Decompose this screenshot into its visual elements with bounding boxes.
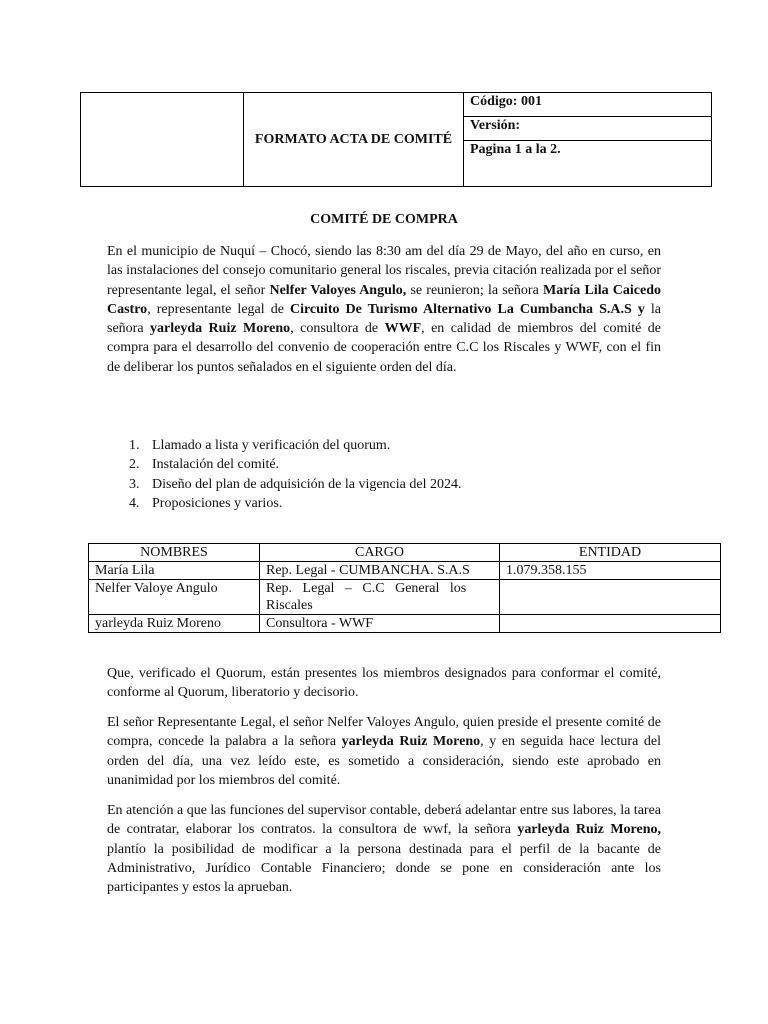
member-entidad: 1.079.358.155: [500, 562, 721, 580]
member-name: yarleyda Ruiz Moreno: [89, 615, 260, 633]
page-indicator: Pagina 1 a la 2.: [464, 141, 712, 187]
document-code: Código: 001: [464, 93, 712, 117]
agenda-text: Llamado a lista y verificación del quorum.: [152, 438, 391, 453]
intro-bold-legal-rep: Nelfer Valoyes Angulo,: [269, 282, 407, 298]
format-title: FORMATO ACTA DE COMITÉ: [244, 93, 464, 187]
intro-bold-circuito: Circuito De Turismo Alternativo La Cumbancha S.A.S y: [289, 301, 645, 317]
agenda-item: [107, 475, 661, 494]
attention-bold-yarleyda: yarleyda Ruiz Moreno,: [517, 822, 661, 838]
table-row: [89, 562, 721, 580]
intro-text-2: se reunieron; la señora: [406, 282, 543, 298]
table-row: [89, 580, 721, 615]
document-version: Versión:: [464, 117, 712, 141]
agenda-number: 1.: [129, 438, 140, 453]
intro-paragraph: [107, 242, 661, 377]
president-paragraph: [107, 713, 661, 790]
logo-placeholder-cell: [81, 93, 244, 187]
agenda-text: Instalación del comité.: [152, 457, 280, 473]
intro-text-4: la señora: [107, 301, 661, 337]
member-cargo-line-1: Rep. Legal – C.C General los: [266, 581, 467, 596]
member-name: María Lila: [89, 562, 260, 580]
president-text-1: El señor Representante Legal, el señor Nelfer Valoyes Angulo, quien preside el presente comité de compra, concede la palabra a la señora: [107, 715, 661, 750]
president-text-2: , y en seguida hace lectura del orden del día, una vez leído este, es sometido a consideración, siendo este aprobado en unanimidad por los miembros del comité.: [107, 734, 661, 788]
member-name: Nelfer Valoye Angulo: [89, 580, 260, 615]
agenda-text: Diseño del plan de adquisición de la vigencia del 2024.: [152, 476, 462, 492]
member-cargo: Consultora - WWF: [260, 615, 500, 633]
table-row: [89, 615, 721, 633]
member-cargo: [260, 580, 500, 615]
agenda-item: [107, 494, 661, 513]
attention-text-1: En atención a que las funciones del supervisor contable, deberá adelantar entre sus labores, la tarea de contratar, elaborar los contratos. la consultora de wwf, la señora: [107, 803, 661, 838]
agenda-item: [107, 436, 661, 455]
attention-paragraph: [107, 801, 661, 897]
member-entidad: [500, 615, 721, 633]
member-entidad: [500, 580, 721, 615]
agenda-number: 3.: [129, 476, 140, 492]
agenda-number: 2.: [129, 457, 140, 473]
member-cargo: Rep. Legal - CUMBANCHA. S.A.S: [260, 562, 500, 580]
intro-bold-yarleyda: yarleyda Ruiz Moreno: [150, 321, 291, 337]
column-header-entidad: ENTIDAD: [500, 544, 721, 562]
intro-text-5: , consultora de: [290, 321, 385, 337]
member-cargo-line-2: Riscales: [266, 598, 313, 613]
quorum-paragraph: Que, verificado el Quorum, están presentes los miembros designados para conformar el comité, conforme al Quorum, liberatorio y decisorio.: [107, 666, 661, 701]
president-bold-yarleyda: yarleyda Ruiz Moreno: [341, 734, 481, 750]
agenda-text: Proposiciones y varios.: [152, 495, 283, 511]
intro-text-3: , representante legal de: [147, 301, 290, 317]
document-header-table: [80, 92, 712, 187]
attention-text-2: plantío la posibilidad de modificar a la persona destinada para el perfil de la bacante de Administrativo, Jurídico Contable Financiero; donde se pone en consideración ante los participantes y estos la aprueban.: [107, 841, 661, 896]
agenda-item: [107, 455, 661, 474]
intro-text-6: , en calidad de miembros del comité de compra para el desarrollo del convenio de cooperación entre C.C los Riscales y WWF, con el fin de deliberar los puntos señalados en el siguiente orden del día.: [107, 321, 662, 375]
column-header-cargo: CARGO: [260, 544, 500, 562]
intro-text-1: En el municipio de Nuquí – Chocó, siendo las 8:30 am del día 29 de Mayo, del año en curso, en las instalaciones del consejo comunitario general los riscales, previa citación realizada por el señor representante legal, el señor: [107, 244, 661, 298]
committee-title: COMITÉ DE COMPRA: [310, 212, 458, 227]
agenda-list: [107, 436, 661, 513]
intro-bold-wwf: WWF: [384, 321, 422, 337]
intro-bold-maria: María Lila Caicedo Castro: [107, 282, 661, 317]
members-table: [88, 543, 721, 633]
table-header-row: [89, 544, 721, 562]
agenda-number: 4.: [129, 495, 140, 511]
column-header-names: NOMBRES: [89, 544, 260, 562]
